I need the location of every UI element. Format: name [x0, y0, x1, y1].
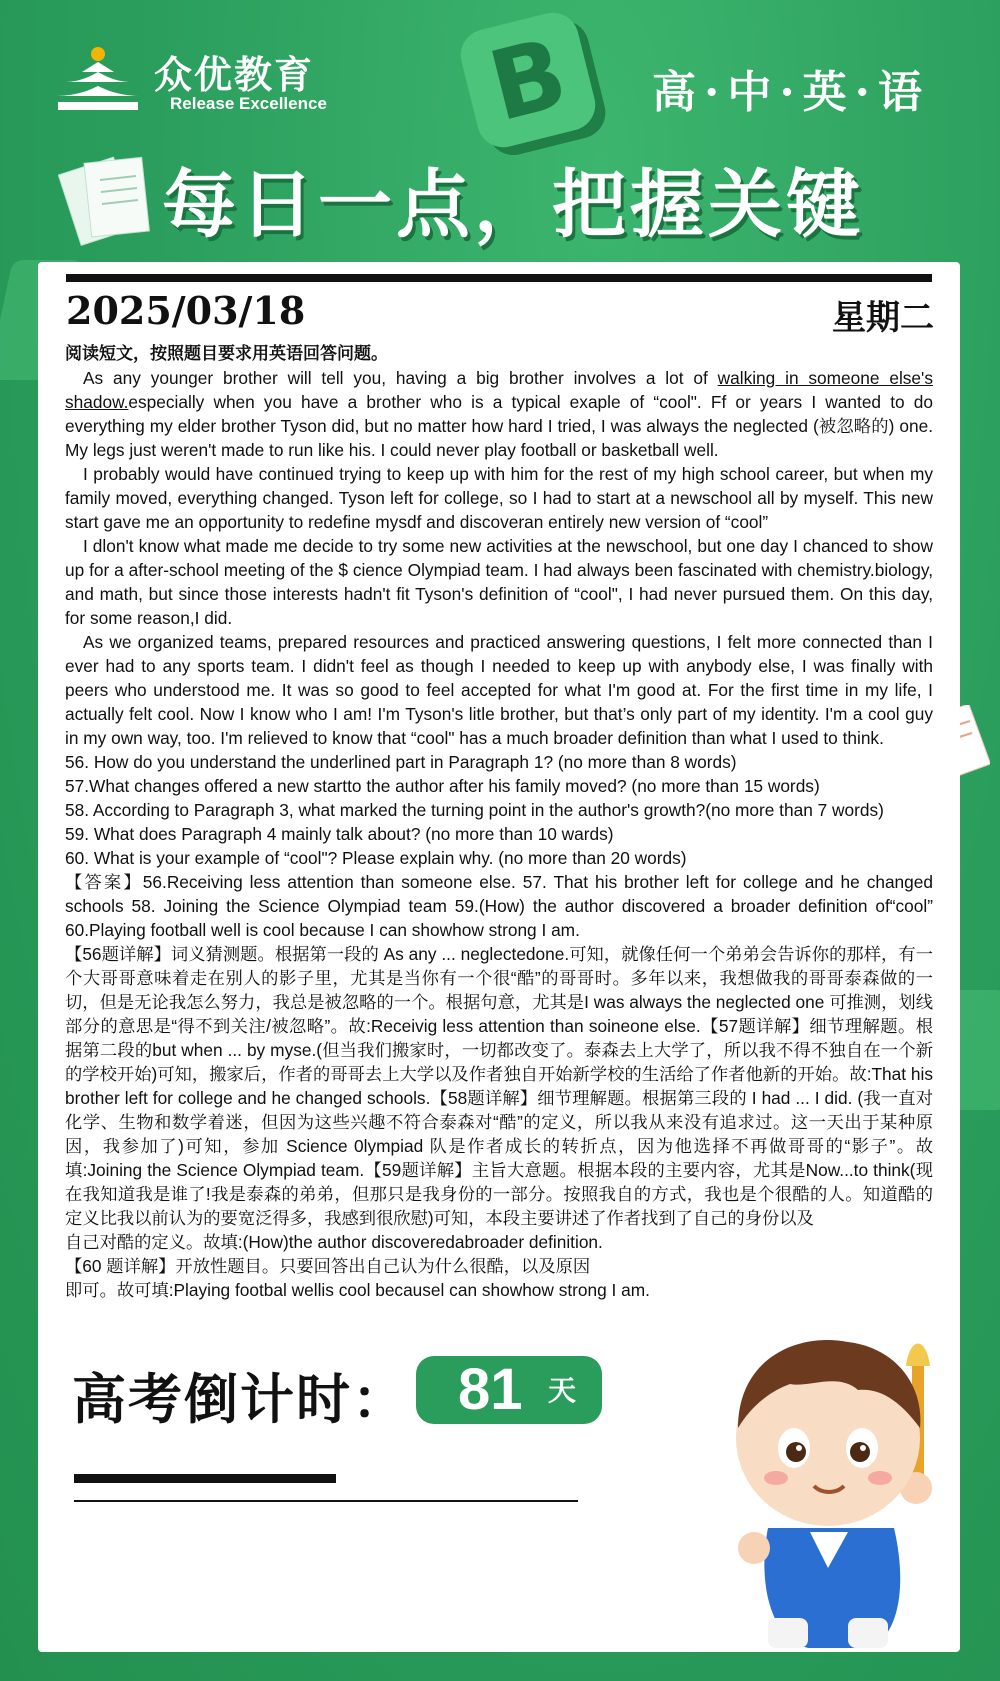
footer-thin-rule [74, 1500, 578, 1502]
countdown-unit: 天 [548, 1374, 577, 1407]
paragraph-1-start: As any younger brother will tell you, having a big brother involves a lot of [83, 368, 718, 388]
paragraph-1 [65, 366, 933, 462]
countdown-days: 81 [458, 1357, 523, 1422]
instruction-text: 阅读短文，按照题目要求用英语回答问题。 [65, 344, 388, 363]
brand-name: 众优教育 [154, 53, 315, 97]
explanation-60-answer: 即可。故可填:Playing footbal wellis cool becausel can showhow strong I am. [65, 1280, 650, 1300]
weekday-label: 星期二 [832, 298, 934, 338]
pagoda-logo-icon [52, 42, 144, 118]
paragraph-2: I probably would have continued trying to keep up with him for the rest of my high school career, but when my family moved, everything changed. Tyson left for college, so I had to start at a newschool all by myself. This new start gave me an opportunity to redefine mysdf and discoveran entirely new version of “cool” [65, 464, 933, 532]
date-label: 2025/03/18 [66, 288, 306, 333]
explanation-text-cont: 自己对酷的定义。故填:(How)the author discoveredabroader definition. [65, 1232, 603, 1252]
letter-b-icon: B [455, 7, 600, 152]
mascot-boy-icon [698, 1318, 958, 1658]
question-57: 57.What changes offered a new startto the author after his family moved? (no more than 15 words) [65, 776, 820, 796]
footer-thick-rule [74, 1474, 336, 1483]
question-58: 58. According to Paragraph 3, what marked the turning point in the author's growth?(no more than 7 words) [65, 800, 884, 820]
countdown-badge [416, 1356, 602, 1424]
answer-key: 【答案】56.Receiving less attention than someone else. 57. That his brother left for college and he changed schools 58. Joining the Science Olympiad team 59.(How) the author discovered a broader definition of“cool” 60.Playing football well is cool because I can showhow strong I am. [65, 872, 933, 940]
paragraph-4: As we organized teams, prepared resources and practiced answering questions, I felt more connected than I ever had to any sports team. I didn't feel as though I needed to keep up with anybody else, I was finally with peers who understood me. It was so good to feel accepted for what I'm good at. For the first time in my life, I actually felt cool. Now I know who I am! I'm Tyson's litle brother, but that’s only part of my identity. I'm a cool guy in my own way, too. I'm relieved to know that “cool" has a much broader definition than what I used to think. [65, 632, 933, 748]
page-headline: 每日一点，把握关键 [162, 162, 864, 248]
paragraph-1-rest: especially when you have a brother who is a typical exaple of “cool". Ff or years I wanted to do everything my elder brother Tyson did, but no matter how hard I tried, I was always the neglected (被忽略的) one. My legs just weren't made to run like his. I could never play football or basketball well. [65, 392, 933, 460]
paper-sheet-icon [58, 150, 158, 250]
top-divider [66, 274, 932, 282]
explanation-60: 【60 题详解】开放性题目。只要回答出自己认为什么很酷，以及原因 [65, 1256, 591, 1276]
question-56: 56. How do you understand the underlined part in Paragraph 1? (no more than 8 words) [65, 752, 737, 772]
subject-title: 高·中·英·语 [652, 67, 930, 118]
question-59: 59. What does Paragraph 4 mainly talk about? (no more than 10 wards) [65, 824, 614, 844]
underlined-phrase: walking in someone else's shadow. [65, 368, 933, 412]
brand-logo [52, 42, 382, 122]
explanation-text: 【56题详解】词义猜测题。根据第一段的 As any ... neglectedone.可知，就像任何一个弟弟会告诉你的那样，有一个大哥哥意味着走在别人的影子里，尤其是当你有一个很“酷”的哥哥时。多年以来，我想做我的哥哥泰森做的一切，但是无论我怎么努力，我总是被忽略的一个。根据句意，尤其是I was always the neglected one 可推测，划线部分的意思是“得不到关注/被忽略”。故:Receivig less attention than soineone else.【57题详解】细节理解题。根据第二段的but when ... by myse.(但当我们搬家时，一切都改变了。泰森去上大学了，所以我不得不独自在一个新的学校开始)可知，搬家后，作者的哥哥去上大学以及作者独自开始新学校的生活给了作者他新的开始。故:That his brother left for college and he changed schools.【58题详解】细节理解题。根据第三段的 I had ... I did. (我一直对化学、生物和数学着迷，但因为这些兴趣不符合泰森对“酷”的定义，所以我从来没有追求过。这一天出于某种原因，我参加了)可知，参加 Science 0lympiad 队是作者成长的转折点，因为他选择不再做哥哥的“影子”。故填:Joining the Science Olympiad team.【59题详解】主旨大意题。根据本段的主要内容，尤其是Now...to think(现在我知道我是谁了!我是泰森的弟弟，但那只是我身份的一部分。按照我自的方式，我也是个很酷的人。知道酷的定义比我以前认为的要宽泛得多，我感到很欣慰)可知，本段主要讲述了作者找到了自己的身份以及 [65, 944, 933, 1228]
brand-tagline: Release Excellence [170, 94, 327, 113]
question-60: 60. What is your example of “cool"? Please explain why. (no more than 20 words) [65, 848, 687, 868]
paragraph-3: I dlon't know what made me decide to try some new activities at the newschool, but one day I chanced to show up for a after-school meeting of the $ cience Olympiad team. I had always been fascinated with chemistry.biology, and math, but since those interests hadn't fit Tyson's definition of “cool", I had never pursued them. On this day, for some reason,I did. [65, 536, 933, 628]
reading-content [65, 342, 933, 1302]
countdown-label: 高考倒计时： [72, 1368, 408, 1431]
